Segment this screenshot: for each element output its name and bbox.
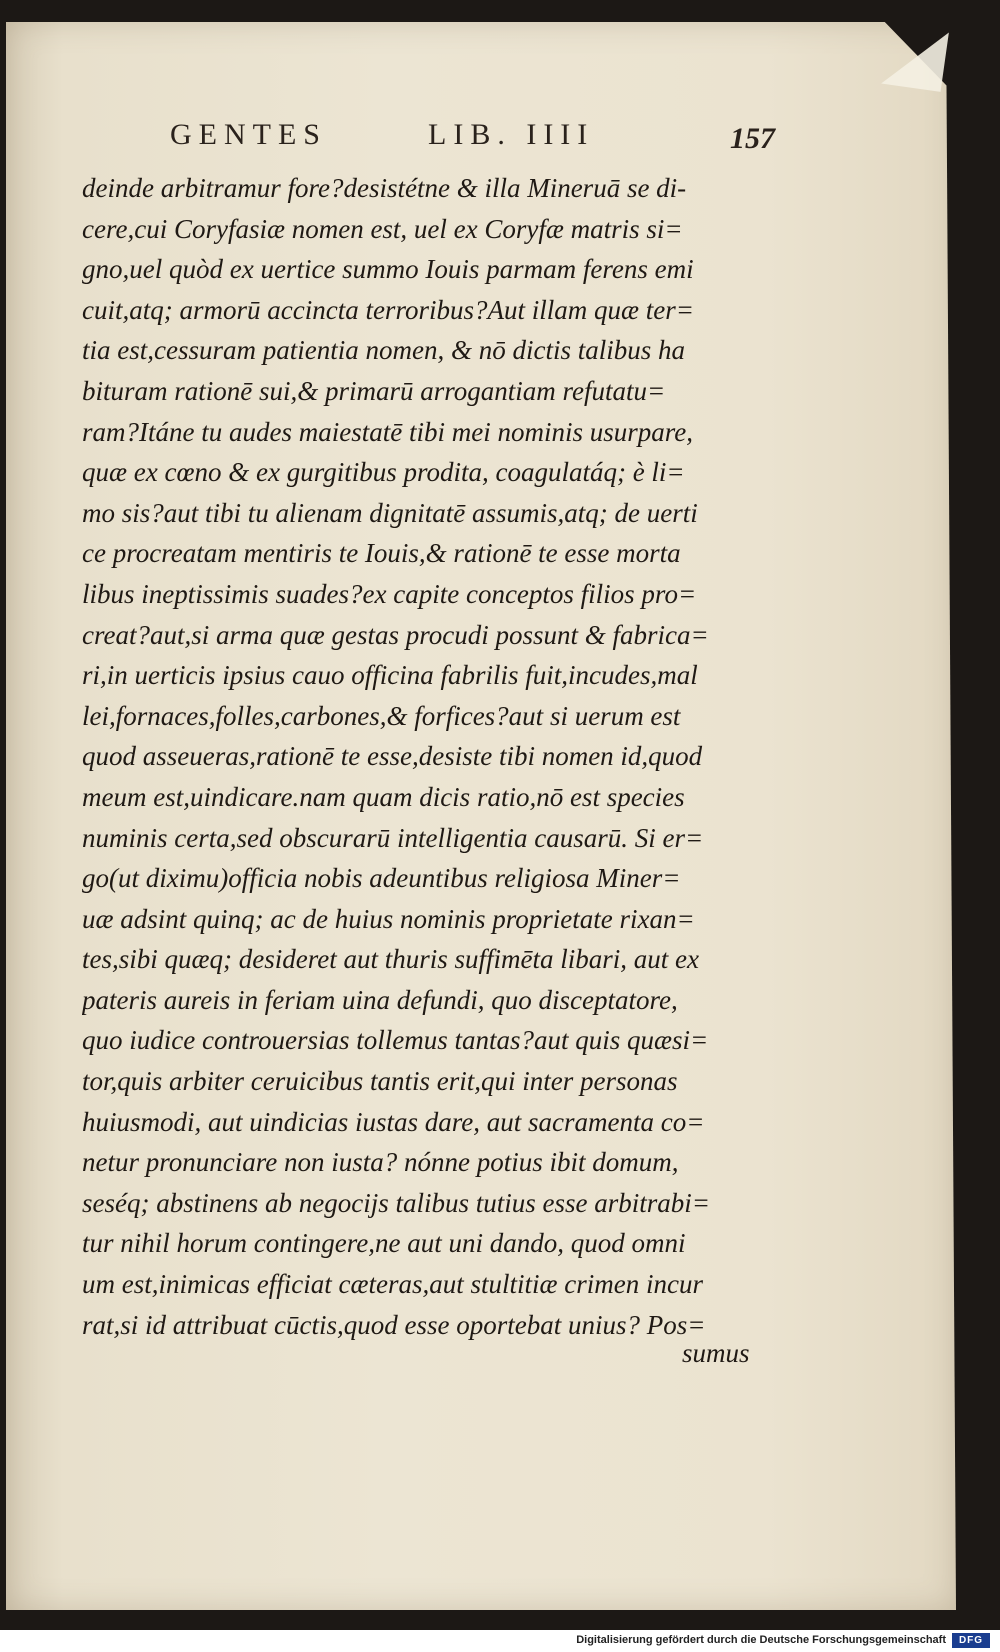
running-head-book: LIB. IIII xyxy=(428,118,595,151)
text-line: pateris aureis in feriam uina defundi, quo disceptatore, xyxy=(82,984,678,1015)
text-line: cuit,atq; armorū accincta terroribus?Aut illam quæ ter= xyxy=(82,294,694,325)
text-line: tes,sibi quæq; desideret aut thuris suffimēta libari, aut ex xyxy=(82,944,699,975)
page-number: 157 xyxy=(730,122,775,155)
text-line: ce procreatam mentiris te Iouis,& rationē te esse morta xyxy=(82,538,681,569)
catchword: sumus xyxy=(682,1338,750,1368)
text-line: seséq; abstinens ab negocijs talibus tutius esse arbitrabi= xyxy=(82,1187,710,1218)
text-line: tur nihil horum contingere,ne aut uni dando, quod omni xyxy=(82,1228,686,1259)
text-line: uæ adsint quinq; ac de huius nominis proprietate rixan= xyxy=(82,903,695,934)
text-line: mo sis?aut tibi tu alienam dignitatē assumis,atq; de uerti xyxy=(82,497,698,528)
text-line: huiusmodi, aut uindicias iustas dare, aut sacramenta co= xyxy=(82,1106,705,1137)
page-corner-curl xyxy=(881,24,949,92)
text-line: quod asseueras,rationē te esse,desiste tibi nomen id,quod xyxy=(82,741,703,772)
text-line: deinde arbitramur fore?desistétne & illa Mineruā se di- xyxy=(82,173,687,203)
text-line: go(ut diximu)officia nobis adeuntibus religiosa Miner= xyxy=(82,863,681,894)
text-line: ri,in uerticis ipsius cauo officina fabrilis fuit,incudes,mal xyxy=(82,660,698,691)
text-line: rat,si id attribuat cūctis,quod esse oportebat unius? Pos= xyxy=(82,1309,706,1340)
text-line: bituram rationē sui,& primarū arrogantiam refutatu= xyxy=(82,375,666,406)
text-line: netur pronunciare non iusta? nónne potius ibit domum, xyxy=(82,1147,679,1178)
text-line: quo iudice controuersias tollemus tantas?aut quis quæsi= xyxy=(82,1025,709,1056)
text-line: quæ ex cœno & ex gurgitibus prodita, coagulatáq; è li= xyxy=(82,457,685,488)
text-line: tor,quis arbiter ceruicibus tantis erit,qui inter personas xyxy=(82,1066,678,1097)
text-line: gno,uel quòd ex uertice summo Iouis parmam ferens emi xyxy=(82,254,694,285)
text-line: um est,inimicas efficiat cæteras,aut stultitiæ crimen incur xyxy=(82,1269,703,1300)
body-text xyxy=(82,168,772,1345)
text-line: numinis certa,sed obscurarū intelligentia causarū. Si er= xyxy=(82,822,704,853)
funding-notice: Digitalisierung gefördert durch die Deutsche Forschungsgemeinschaft xyxy=(576,1634,946,1646)
text-line: lei,fornaces,folles,carbones,& forfices?aut si uerum est xyxy=(82,700,681,731)
text-line: cere,cui Coryfasiæ nomen est, uel ex Coryfæ matris si= xyxy=(82,213,683,244)
text-line: ram?Itáne tu audes maiestatē tibi mei nominis usurpare, xyxy=(82,416,693,447)
running-head-title: GENTES xyxy=(170,118,327,151)
text-line: libus ineptissimis suades?ex capite conceptos filios pro= xyxy=(82,578,697,609)
dfg-logo: DFG xyxy=(952,1633,990,1648)
text-line: creat?aut,si arma quæ gestas procudi possunt & fabrica= xyxy=(82,619,709,650)
running-head xyxy=(170,118,790,158)
text-line: meum est,uindicare.nam quam dicis ratio,nō est species xyxy=(82,781,685,812)
text-line: tia est,cessuram patientia nomen, & nō dictis talibus ha xyxy=(82,335,685,366)
